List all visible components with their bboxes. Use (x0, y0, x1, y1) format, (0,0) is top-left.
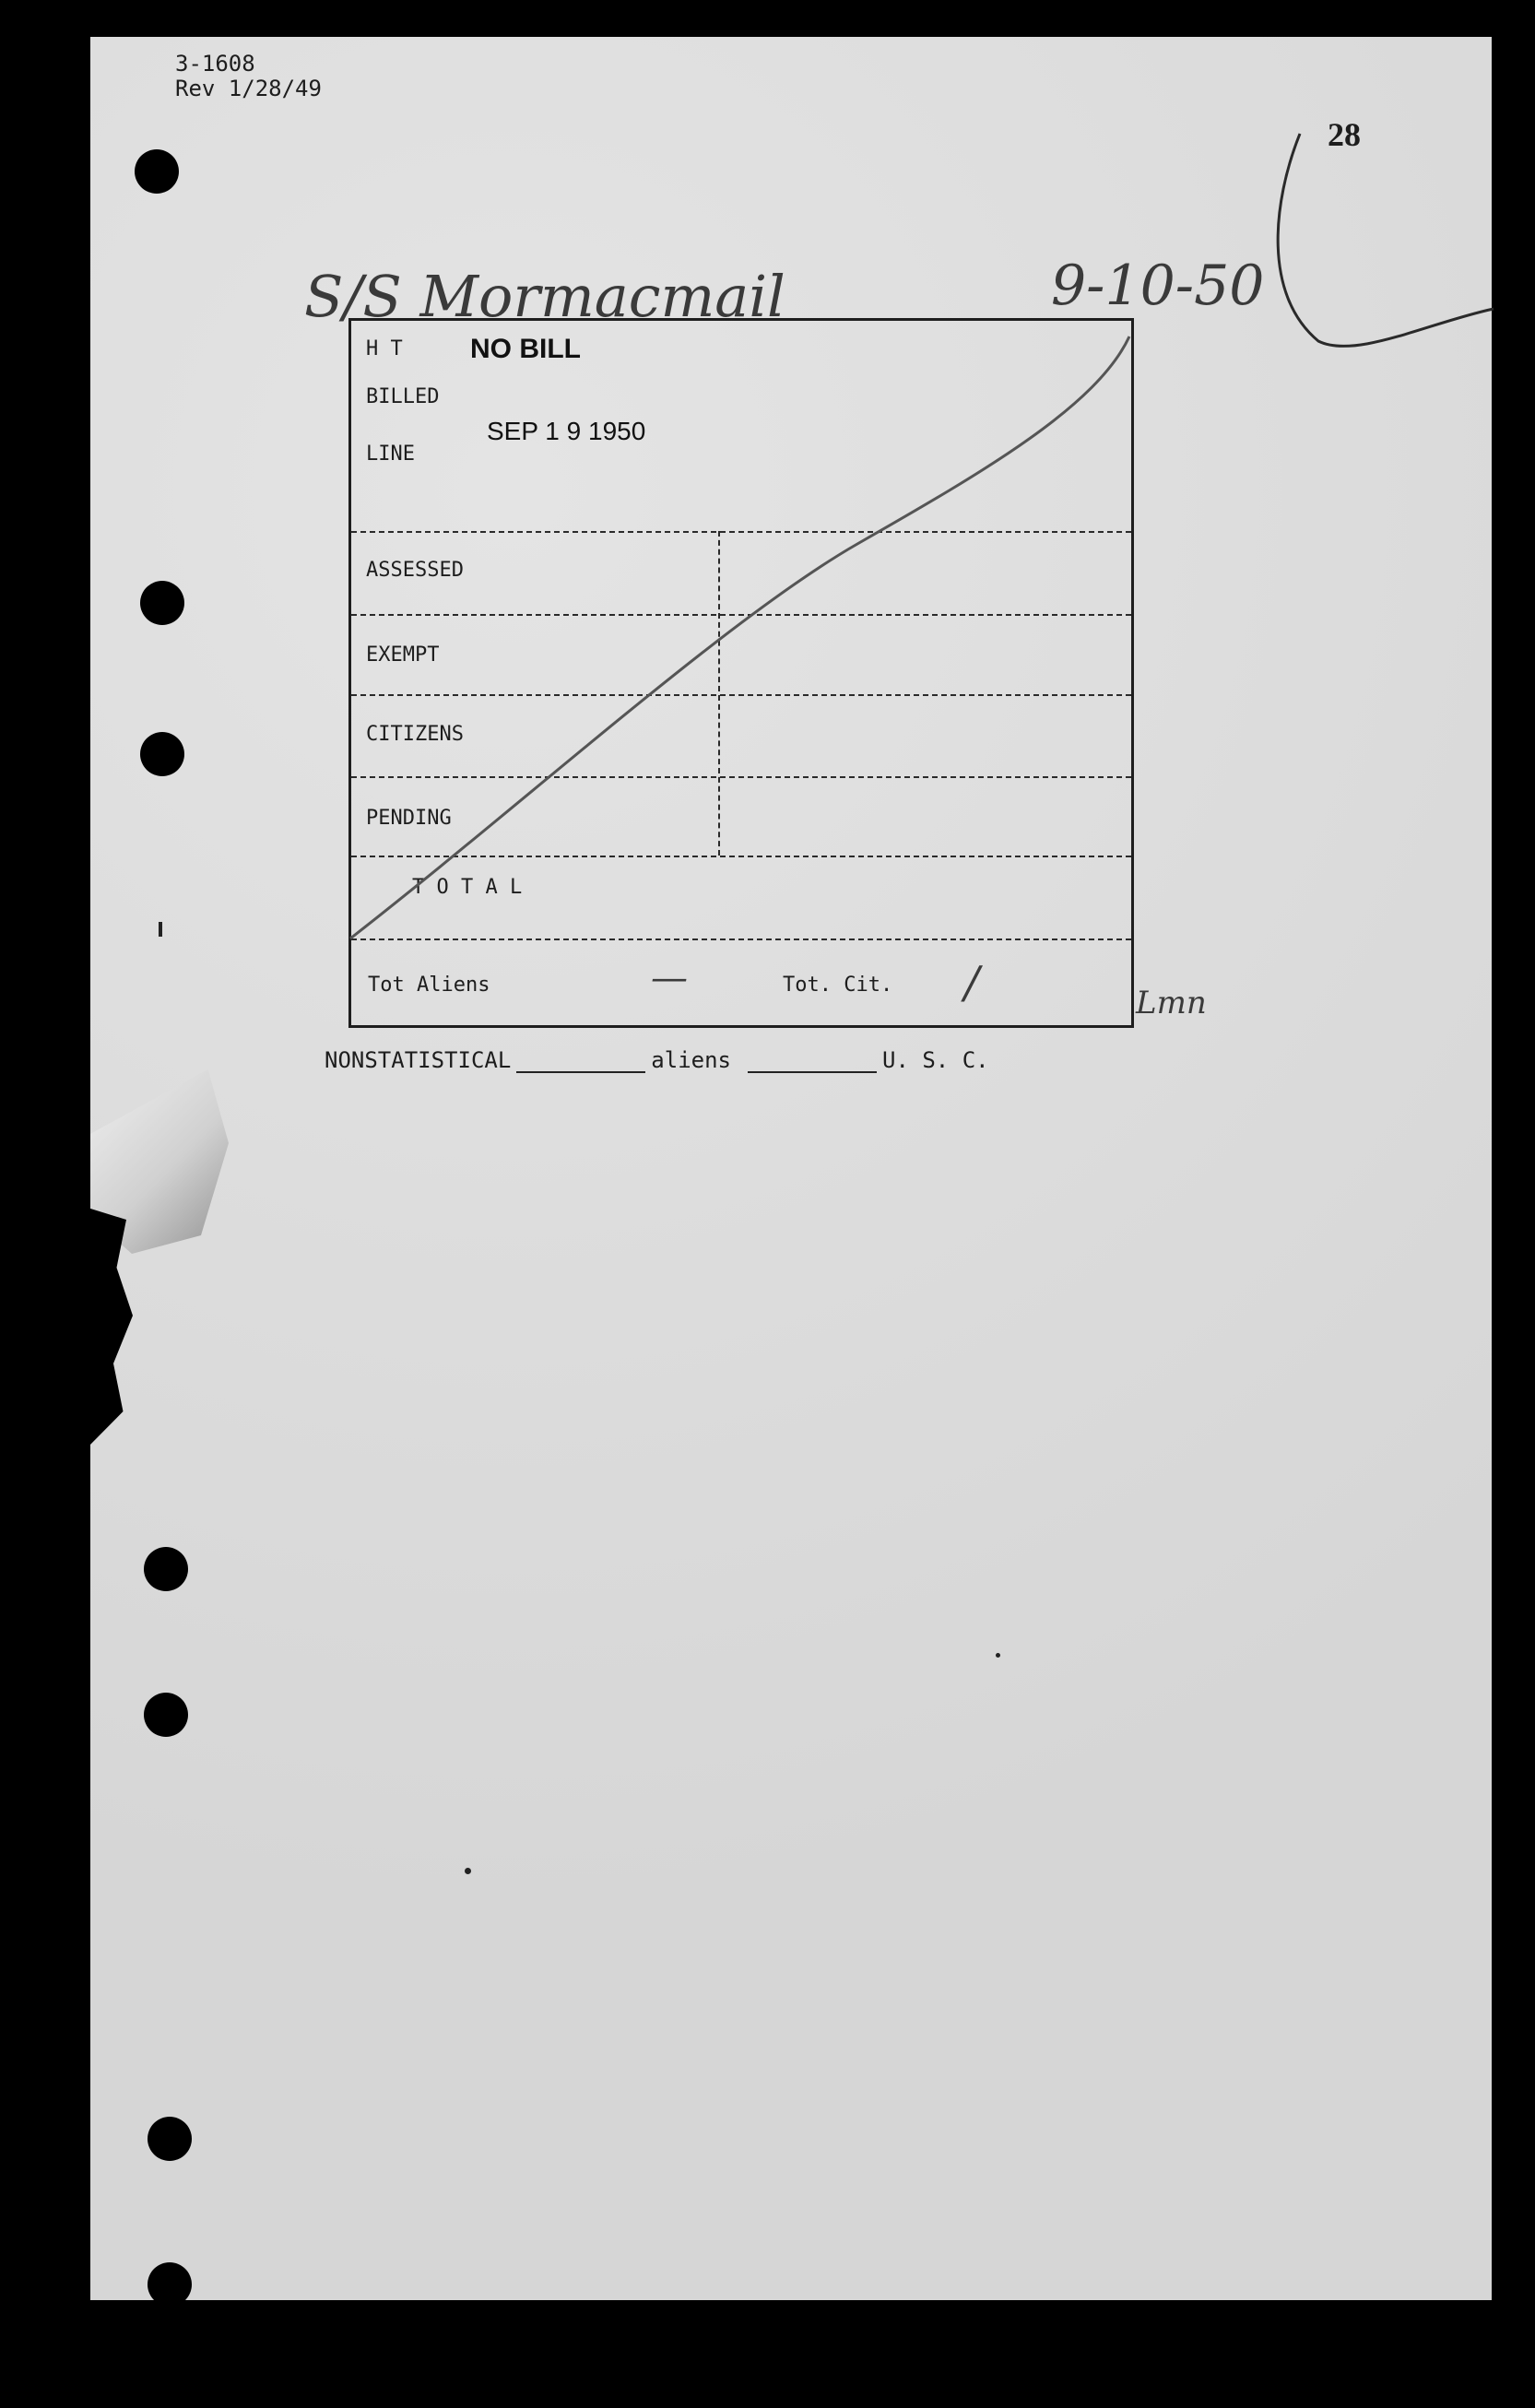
usc-label: U. S. C. (882, 1047, 989, 1073)
tot-cit-value: / (964, 957, 980, 1009)
punch-hole (144, 1693, 188, 1737)
row-label-exempt: EXEMPT (366, 643, 440, 667)
handwritten-date: 9-10-50 (1051, 254, 1265, 318)
nonstat-usc-blank (748, 1071, 877, 1073)
ht-label: H T (366, 337, 403, 360)
margin-bracket (1263, 129, 1503, 360)
nonstat-aliens-blank (516, 1071, 645, 1073)
total-label: T O T A L (412, 876, 523, 899)
punch-hole (140, 732, 184, 776)
no-bill-stamp: NO BILL (470, 334, 581, 364)
date-stamp: SEP 1 9 1950 (487, 417, 646, 445)
speck (465, 1868, 471, 1874)
form-revision: Rev 1/28/49 (175, 76, 322, 101)
line-label: LINE (366, 443, 415, 466)
punch-hole (140, 581, 184, 625)
row-label-citizens: CITIZENS (366, 723, 464, 746)
nonstatistical-line (325, 1047, 989, 1073)
punch-hole (148, 2117, 192, 2161)
tot-cit-label: Tot. Cit. (783, 974, 893, 997)
tot-aliens-value: — (651, 957, 688, 999)
initials: Lmn (1136, 985, 1207, 1021)
ship-name: S/S Mormacmail (304, 263, 785, 330)
row-label-pending: PENDING (366, 807, 452, 830)
punch-hole (135, 149, 179, 194)
billed-label: BILLED (366, 385, 440, 408)
speck (996, 1653, 1000, 1658)
strike-line (341, 323, 1152, 950)
punch-hole (148, 2262, 192, 2307)
nonstatistical-label: NONSTATISTICAL (325, 1047, 512, 1073)
page-number: 28 (1328, 116, 1361, 153)
row-label-assessed: ASSESSED (366, 559, 464, 582)
punch-hole (144, 1547, 188, 1591)
aliens-label: aliens (651, 1047, 731, 1073)
tot-aliens-label: Tot Aliens (368, 974, 490, 997)
speck (159, 922, 162, 937)
form-number: 3-1608 (175, 51, 255, 77)
